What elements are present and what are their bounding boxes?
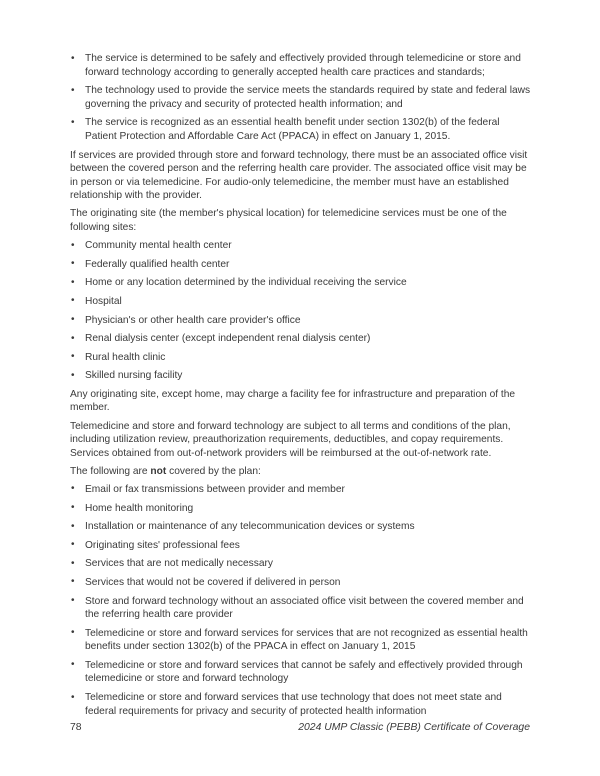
bullet-item-text: Physician's or other health care provider's office <box>85 314 301 326</box>
list-item <box>70 351 532 365</box>
page-content <box>70 52 532 723</box>
list-item <box>70 627 532 654</box>
not-covered-list <box>70 483 532 718</box>
paragraph-facility-fee: Any originating site, except home, may charge a facility fee for infrastructure and preparation of the member. <box>70 388 516 414</box>
bullet-item-text: Email or fax transmissions between provider and member <box>85 483 345 495</box>
list-item <box>70 116 532 143</box>
bullet-item-text: Telemedicine or store and forward services for services that are not recognized as essential health benefits under section 1302(b) of the PPACA in effect on January 1, 2015 <box>85 627 528 653</box>
list-item <box>70 539 532 553</box>
paragraph-originating-site: The originating site (the member's physical location) for telemedicine services must be one of the following sites: <box>70 208 507 234</box>
not-covered-heading-suffix: covered by the plan: <box>166 465 261 477</box>
list-item <box>70 239 532 253</box>
intro-bullet-list <box>70 52 532 144</box>
originating-sites-list <box>70 239 532 383</box>
not-covered-heading <box>70 465 532 479</box>
list-item <box>70 520 532 534</box>
bullet-item-text: Installation or maintenance of any telecommunication devices or systems <box>85 521 415 533</box>
paragraph-terms: Telemedicine and store and forward technology are subject to all terms and conditions of the plan, including utilization review, preauthorization requirements, deductibles, and copay requirements. Services obtained from out-of-network providers will be reimbursed at the out-of-network rate. <box>70 420 511 459</box>
list-item <box>70 369 532 383</box>
bullet-item-text: Skilled nursing facility <box>85 370 183 382</box>
bullet-item-text: Rural health clinic <box>85 351 166 363</box>
list-item <box>70 502 532 516</box>
bullet-item-text: Originating sites' professional fees <box>85 539 240 551</box>
list-item <box>70 595 532 622</box>
bullet-item-text: Telemedicine or store and forward services that cannot be safely and effectively provided through telemedicine or store and forward technology <box>85 659 523 685</box>
list-item <box>70 276 532 290</box>
paragraph-store-forward: If services are provided through store and forward technology, there must be an associated office visit between the covered person and the referring health care provider. The associated office visit may be in person or via telemedicine. For audio-only telemedicine, the member must have an established relationship with the provider. <box>70 149 528 202</box>
list-item <box>70 557 532 571</box>
list-item <box>70 659 532 686</box>
bullet-item-text: Home health monitoring <box>85 502 194 514</box>
list-item <box>70 295 532 309</box>
bullet-item-text: Community mental health center <box>85 240 232 252</box>
list-item <box>70 52 532 79</box>
bullet-item-text: The service is determined to be safely and effectively provided through telemedicine or store and forward technology according to generally accepted health care practices and standards; <box>85 53 521 78</box>
list-item <box>70 258 532 272</box>
bullet-item-text: The service is recognized as an essential health benefit under section 1302(b) of the federal Patient Protection and Affordable Care Act (PPACA) in effect on January 1, 2015. <box>85 117 500 142</box>
bullet-item-text: Services that are not medically necessary <box>85 558 273 570</box>
list-item <box>70 483 532 497</box>
list-item <box>70 332 532 346</box>
bullet-item-text: Hospital <box>85 295 122 307</box>
list-item <box>70 84 532 111</box>
footer-doc-title: 2024 UMP Classic (PEBB) Certificate of Coverage <box>298 722 530 733</box>
page-footer <box>70 721 530 735</box>
not-covered-heading-prefix: The following are <box>70 465 151 477</box>
list-item <box>70 314 532 328</box>
page-number: 78 <box>70 722 82 733</box>
not-covered-heading-bold: not <box>150 465 167 477</box>
bullet-item-text: Telemedicine or store and forward services that use technology that does not meet state and federal requirements for privacy and security of protected health information <box>85 692 502 717</box>
bullet-item-text: The technology used to provide the service meets the standards required by state and federal laws governing the privacy and security of protected health information; and <box>85 85 531 110</box>
list-item <box>70 576 532 590</box>
bullet-item-text: Federally qualified health center <box>85 258 230 270</box>
bullet-item-text: Renal dialysis center (except independent renal dialysis center) <box>85 333 371 345</box>
bullet-item-text: Home or any location determined by the individual receiving the service <box>85 277 407 289</box>
list-item <box>70 691 532 718</box>
bullet-item-text: Store and forward technology without an associated office visit between the covered member and the referring health care provider <box>85 595 524 621</box>
bullet-item-text: Services that would not be covered if delivered in person <box>85 576 341 588</box>
